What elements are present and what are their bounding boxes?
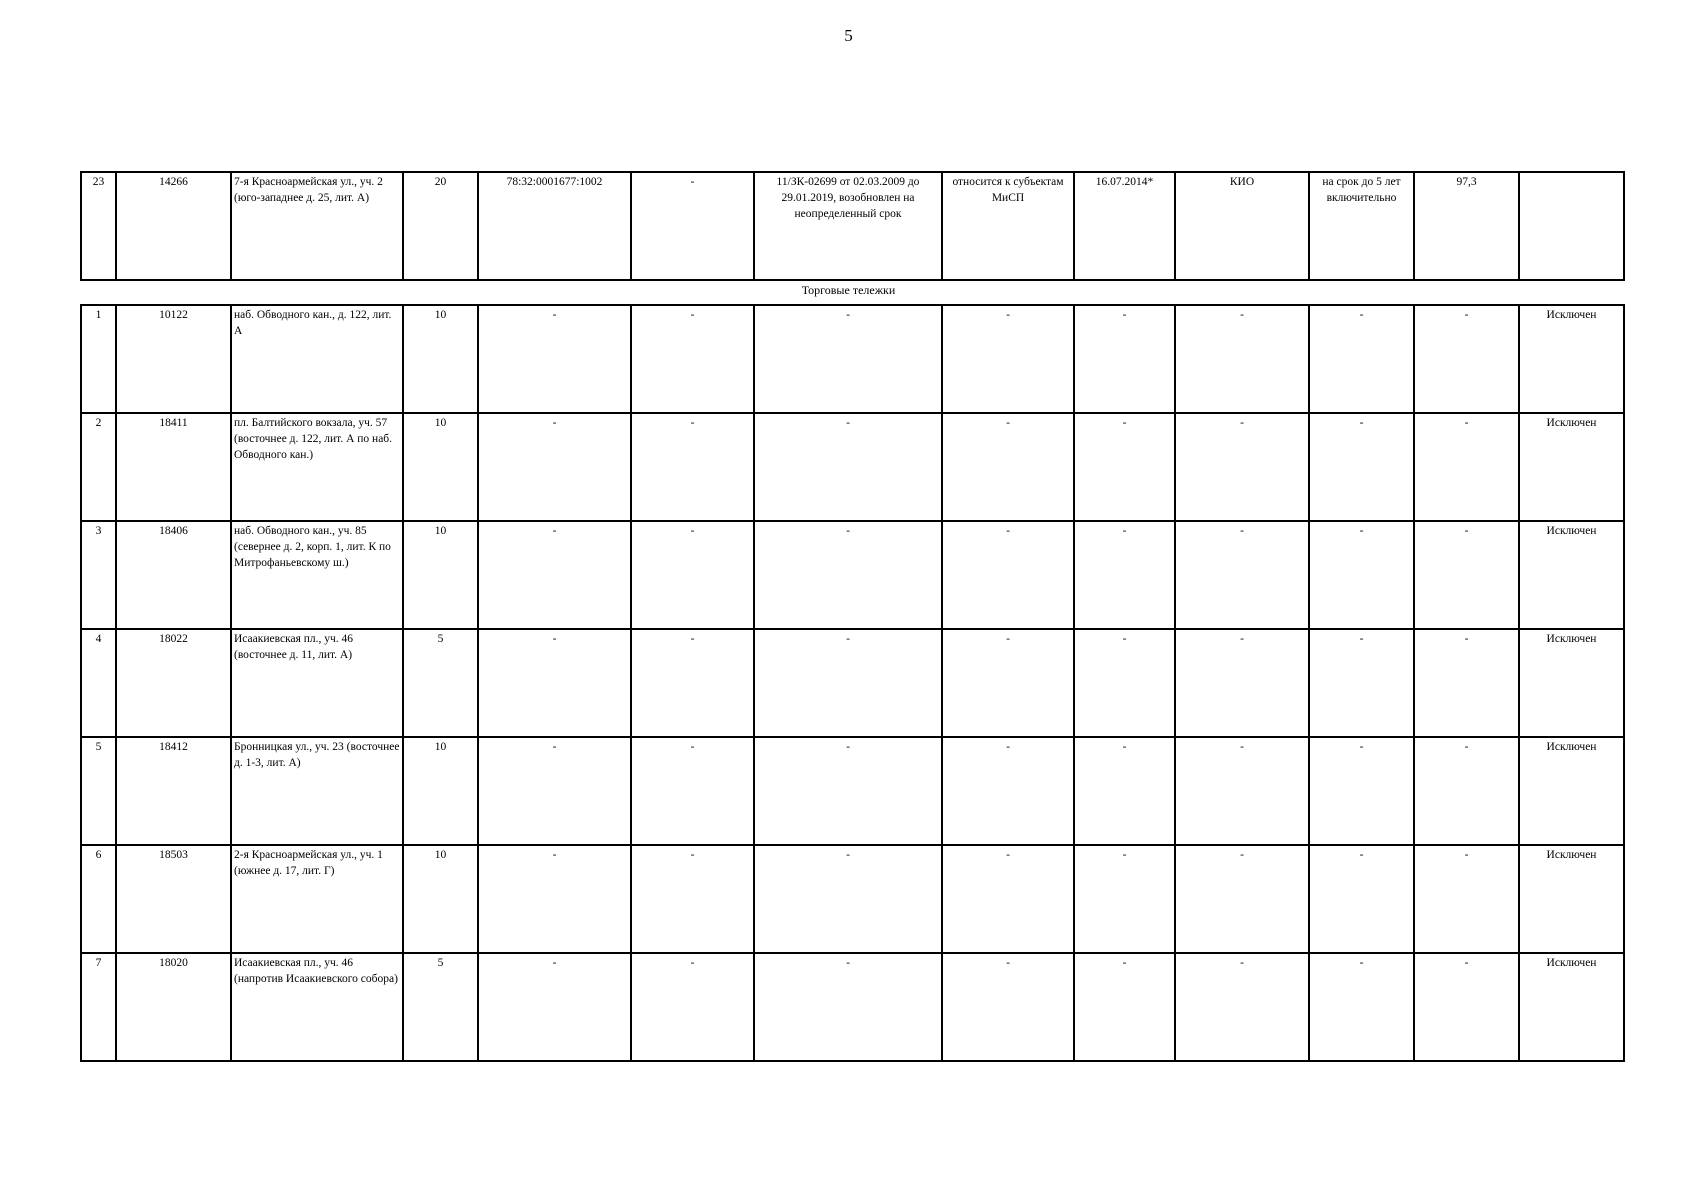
cell-id: 14266 (116, 172, 231, 280)
cell-col7: - (754, 521, 942, 629)
cell-col12: - (1414, 413, 1519, 521)
cell-col10: - (1175, 629, 1309, 737)
cell-area: 10 (403, 413, 478, 521)
cell-num: 3 (81, 521, 116, 629)
cell-status: Исключен (1519, 845, 1624, 953)
cell-col11: - (1309, 521, 1414, 629)
cell-col6: - (631, 737, 754, 845)
cell-col5: - (478, 305, 631, 413)
cell-org: КИО (1175, 172, 1309, 280)
cell-area: 10 (403, 521, 478, 629)
cell-col10: - (1175, 845, 1309, 953)
cell-id: 18406 (116, 521, 231, 629)
cell-col5: - (478, 629, 631, 737)
cell-address: наб. Обводного кан., д. 122, лит. А (231, 305, 403, 413)
cell-col6: - (631, 629, 754, 737)
table-row (81, 737, 1624, 845)
table-row (81, 629, 1624, 737)
cell-area: 10 (403, 305, 478, 413)
cell-num: 23 (81, 172, 116, 280)
cell-col11: - (1309, 953, 1414, 1061)
cell-address: Исаакиевская пл., уч. 46 (напротив Исаакиевского собора) (231, 953, 403, 1061)
cell-value: 97,3 (1414, 172, 1519, 280)
cell-status: Исключен (1519, 953, 1624, 1061)
cell-address: наб. Обводного кан., уч. 85 (севернее д. 2, корп. 1, лит. К по Митрофаньевскому ш.) (231, 521, 403, 629)
cell-num: 7 (81, 953, 116, 1061)
cell-col12: - (1414, 521, 1519, 629)
cell-col6: - (631, 413, 754, 521)
cell-col5: - (478, 737, 631, 845)
cell-status (1519, 172, 1624, 280)
cell-area: 20 (403, 172, 478, 280)
cell-col8: - (942, 305, 1074, 413)
cell-col5: - (478, 953, 631, 1061)
cell-id: 18412 (116, 737, 231, 845)
cell-col8: - (942, 521, 1074, 629)
cell-col7: - (754, 629, 942, 737)
cell-col6: - (631, 953, 754, 1061)
cell-col8: - (942, 737, 1074, 845)
table-row (81, 172, 1624, 280)
cell-col12: - (1414, 629, 1519, 737)
cell-area: 5 (403, 953, 478, 1061)
cell-col6: - (631, 172, 754, 280)
cell-cadastral: 78:32:0001677:1002 (478, 172, 631, 280)
cell-col12: - (1414, 845, 1519, 953)
cell-col9: - (1074, 521, 1175, 629)
cell-col10: - (1175, 737, 1309, 845)
cell-col9: - (1074, 413, 1175, 521)
cell-col8: - (942, 953, 1074, 1061)
cell-col6: - (631, 521, 754, 629)
cell-area: 10 (403, 737, 478, 845)
cell-col9: - (1074, 629, 1175, 737)
cell-col10: - (1175, 305, 1309, 413)
cell-col7: - (754, 845, 942, 953)
table-row (81, 413, 1624, 521)
table-row (81, 845, 1624, 953)
cell-id: 10122 (116, 305, 231, 413)
cell-id: 18020 (116, 953, 231, 1061)
cell-col6: - (631, 845, 754, 953)
cell-col8: - (942, 845, 1074, 953)
cell-num: 6 (81, 845, 116, 953)
page-number: 5 (844, 26, 853, 45)
cell-col9: - (1074, 305, 1175, 413)
section-title: Торговые тележки (801, 283, 896, 297)
cell-term: на срок до 5 лет включительно (1309, 172, 1414, 280)
cell-address: Бронницкая ул., уч. 23 (восточнее д. 1-3, лит. А) (231, 737, 403, 845)
cell-date: 16.07.2014* (1074, 172, 1175, 280)
cell-col11: - (1309, 413, 1414, 521)
table-row (81, 953, 1624, 1061)
cell-col5: - (478, 413, 631, 521)
cell-col9: - (1074, 953, 1175, 1061)
cell-col9: - (1074, 737, 1175, 845)
cell-category: относится к субъектам МиСП (942, 172, 1074, 280)
cell-contract: 11/ЗК-02699 от 02.03.2009 до 29.01.2019, возобновлен на неопределенный срок (754, 172, 942, 280)
cell-col12: - (1414, 305, 1519, 413)
cell-id: 18022 (116, 629, 231, 737)
cell-col10: - (1175, 521, 1309, 629)
cell-address: 7-я Красноармейская ул., уч. 2 (юго-западнее д. 25, лит. А) (231, 172, 403, 280)
cell-id: 18411 (116, 413, 231, 521)
cell-col11: - (1309, 629, 1414, 737)
cell-col12: - (1414, 737, 1519, 845)
cell-num: 1 (81, 305, 116, 413)
cell-area: 5 (403, 629, 478, 737)
cell-status: Исключен (1519, 305, 1624, 413)
table-row (81, 305, 1624, 413)
cell-col5: - (478, 521, 631, 629)
cell-col6: - (631, 305, 754, 413)
cell-col10: - (1175, 953, 1309, 1061)
cell-status: Исключен (1519, 737, 1624, 845)
cell-col9: - (1074, 845, 1175, 953)
cell-address: Исаакиевская пл., уч. 46 (восточнее д. 11, лит. А) (231, 629, 403, 737)
cell-num: 2 (81, 413, 116, 521)
cell-col7: - (754, 953, 942, 1061)
cell-num: 5 (81, 737, 116, 845)
table-main (80, 304, 1625, 1062)
cell-address: 2-я Красноармейская ул., уч. 1 (южнее д. 17, лит. Г) (231, 845, 403, 953)
cell-num: 4 (81, 629, 116, 737)
cell-col8: - (942, 413, 1074, 521)
cell-col11: - (1309, 845, 1414, 953)
cell-col11: - (1309, 737, 1414, 845)
cell-col7: - (754, 413, 942, 521)
table-row (81, 521, 1624, 629)
cell-col8: - (942, 629, 1074, 737)
table-top (80, 171, 1625, 281)
cell-status: Исключен (1519, 629, 1624, 737)
cell-col10: - (1175, 413, 1309, 521)
cell-col12: - (1414, 953, 1519, 1061)
cell-col11: - (1309, 305, 1414, 413)
cell-status: Исключен (1519, 413, 1624, 521)
cell-address: пл. Балтийского вокзала, уч. 57 (восточнее д. 122, лит. А по наб. Обводного кан.) (231, 413, 403, 521)
cell-col5: - (478, 845, 631, 953)
cell-col7: - (754, 305, 942, 413)
cell-area: 10 (403, 845, 478, 953)
cell-status: Исключен (1519, 521, 1624, 629)
cell-id: 18503 (116, 845, 231, 953)
cell-col7: - (754, 737, 942, 845)
